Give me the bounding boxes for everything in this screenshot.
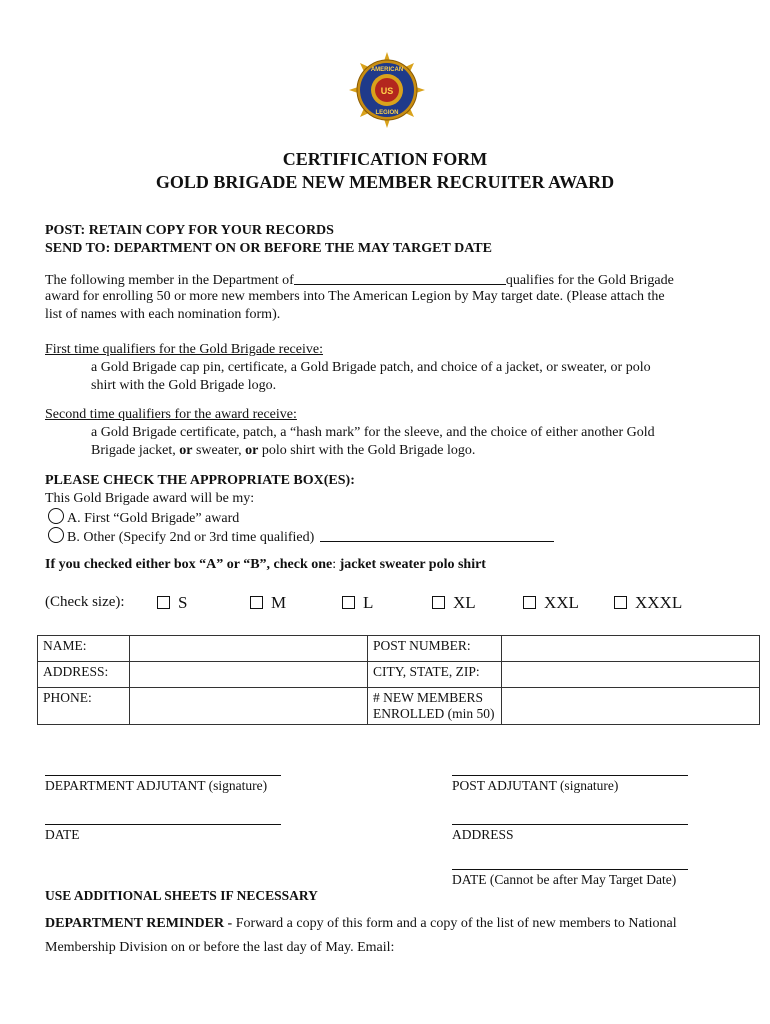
first-time-heading: First time qualifiers for the Gold Brigade receive: [45,342,323,357]
post-number-label: POST NUMBER: [368,636,502,662]
option-a-radio[interactable] [48,508,64,524]
address-line[interactable] [452,824,688,825]
table-row [38,636,760,662]
city-state-zip-field[interactable] [502,662,760,688]
first-time-line-1: a Gold Brigade cap pin, certificate, a Gold Brigade patch, and choice of a jacket, or sweater, or polo [91,360,651,375]
second-time-line-1: a Gold Brigade certificate, patch, a “hash mark” for the sleeve, and the choice of either another Gold [91,425,655,440]
phone-field[interactable] [130,688,368,725]
new-members-field[interactable] [502,688,760,725]
size-option-xxxl[interactable]: XXXL [614,593,682,613]
new-members-label: # NEW MEMBERS ENROLLED (min 50) [368,688,502,725]
table-row [38,688,760,725]
size-m-checkbox[interactable] [250,596,263,609]
form-title: CERTIFICATION FORM [282,149,488,169]
post-number-field[interactable] [502,636,760,662]
second-time-line-2: Brigade jacket, or sweater, or polo shirt with the Gold Brigade logo. [91,443,476,458]
option-b-radio[interactable] [48,527,64,543]
city-state-zip-label: CITY, STATE, ZIP: [368,662,502,688]
size-label: (Check size): [45,594,125,610]
size-l-checkbox[interactable] [342,596,355,609]
size-xxxl-checkbox[interactable] [614,596,627,609]
address-field[interactable] [130,662,368,688]
option-b-label: B. Other (Specify 2nd or 3rd time qualified) [67,530,315,545]
target-date-line[interactable] [452,869,688,870]
post-instruction: POST: RETAIN COPY FOR YOUR RECORDS [45,223,334,238]
check-subheading: This Gold Brigade award will be my: [45,491,255,506]
reminder-line-1: DEPARTMENT REMINDER - Forward a copy of this form and a copy of the list of new members to National [45,916,677,931]
size-option-xxl[interactable]: XXL [523,593,579,613]
size-option-l[interactable]: L [342,593,373,613]
garment-prompt: If you checked either box “A” or “B”, check one: jacket sweater polo shirt [45,557,486,572]
table-row [38,662,760,688]
emblem-center-text: US [380,86,394,96]
option-b-row [48,527,554,546]
intro-line-3: list of names with each nomination form). [45,307,281,322]
emblem-bottom-text: LEGION [375,110,399,116]
option-a-row [48,508,239,527]
form-subtitle: GOLD BRIGADE NEW MEMBER RECRUITER AWARD [155,172,615,192]
american-legion-emblem [347,50,427,130]
reminder-line-2: Membership Division on or before the last day of May. Email: [45,940,395,955]
dept-adjutant-label: DEPARTMENT ADJUTANT (signature) [45,778,268,793]
target-date-label: DATE (Cannot be after May Target Date) [452,872,677,887]
size-option-xl[interactable]: XL [432,593,476,613]
size-xl-checkbox[interactable] [432,596,445,609]
department-blank[interactable] [294,271,506,285]
post-adjutant-signature-line[interactable] [452,775,688,776]
additional-sheets-note: USE ADDITIONAL SHEETS IF NECESSARY [45,888,318,903]
reminder-label: DEPARTMENT REMINDER - [45,916,236,931]
option-b-specify-blank[interactable] [320,529,554,542]
size-xxl-checkbox[interactable] [523,596,536,609]
post-adjutant-label: POST ADJUTANT (signature) [452,778,619,793]
date-line[interactable] [45,824,281,825]
address-label: ADDRESS: [38,662,130,688]
date-label: DATE [45,827,80,842]
first-time-line-2: shirt with the Gold Brigade logo. [91,378,277,393]
phone-label: PHONE: [38,688,130,725]
intro-text-after: qualifies for the Gold Brigade [505,273,674,288]
name-field[interactable] [130,636,368,662]
option-a-label: A. First “Gold Brigade” award [67,511,240,526]
size-option-s[interactable]: S [157,593,187,613]
send-instruction: SEND TO: DEPARTMENT ON OR BEFORE THE MAY TARGET DATE [45,241,492,256]
size-s-checkbox[interactable] [157,596,170,609]
address-label: ADDRESS [452,827,514,842]
intro-line-1 [45,271,674,289]
second-time-heading: Second time qualifiers for the award receive: [45,407,297,422]
intro-line-2: award for enrolling 50 or more new members into The American Legion by May target date. (Please attach the [45,289,665,304]
intro-text-before: The following member in the Department of [45,273,294,288]
name-label: NAME: [38,636,130,662]
emblem-top-text: AMERICAN [370,67,404,73]
member-info-table [37,635,760,725]
dept-adjutant-signature-line[interactable] [45,775,281,776]
check-heading: PLEASE CHECK THE APPROPRIATE BOX(ES): [45,473,355,488]
size-option-m[interactable]: M [250,593,286,613]
